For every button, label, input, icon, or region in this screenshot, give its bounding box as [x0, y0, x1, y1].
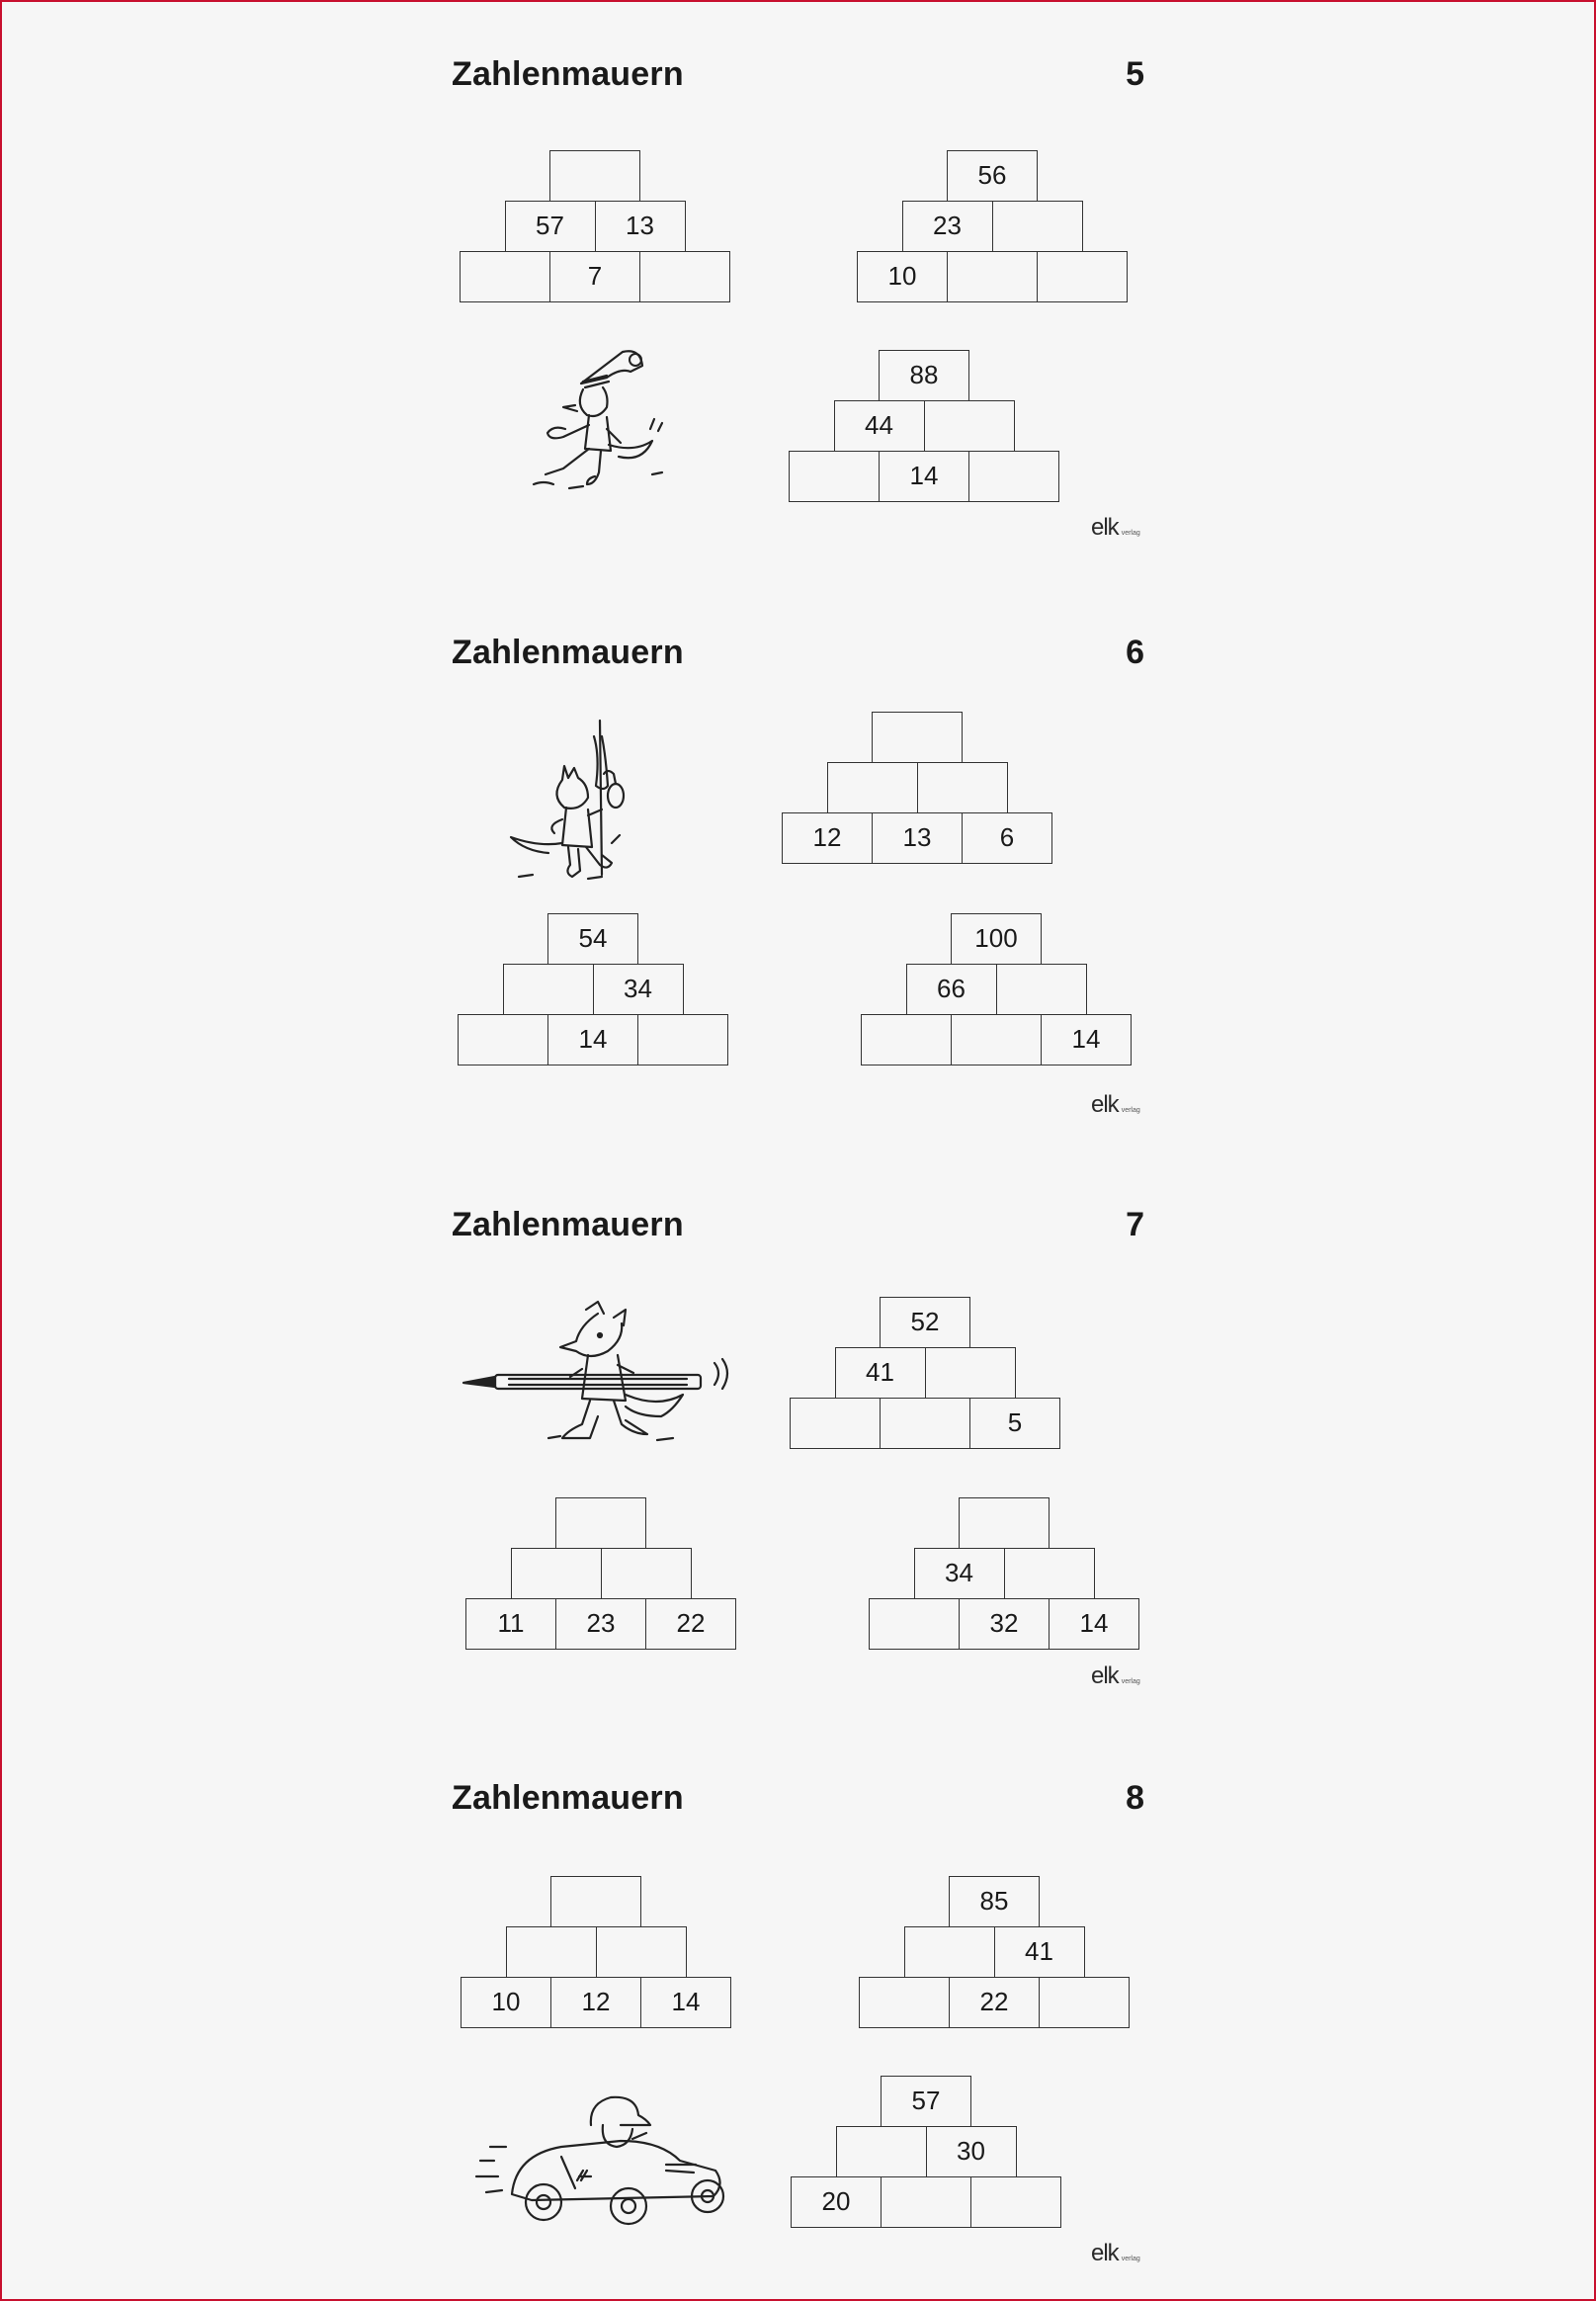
- wall-brick: 22: [949, 1977, 1040, 2028]
- wall-brick: [596, 1926, 687, 1978]
- wall-brick: 6: [962, 812, 1052, 864]
- wall-brick: [550, 1876, 641, 1927]
- section-title: Zahlenmauern: [452, 1779, 684, 1817]
- wall-brick: 44: [834, 400, 925, 452]
- wall-brick: 41: [994, 1926, 1085, 1978]
- wall-brick: [904, 1926, 995, 1978]
- wall-brick: 56: [947, 150, 1038, 202]
- wall-brick: 12: [550, 1977, 641, 2028]
- wall-brick: 54: [547, 913, 638, 965]
- wall-brick: 20: [791, 2176, 882, 2228]
- publisher-logo: elk verlag: [1091, 2240, 1140, 2266]
- wall-brick: 85: [949, 1876, 1040, 1927]
- wall-brick: [859, 1977, 950, 2028]
- wall-brick: 34: [914, 1548, 1005, 1599]
- section-number: 5: [1126, 55, 1144, 93]
- wall-brick: [506, 1926, 597, 1978]
- wall-brick: 66: [906, 964, 997, 1015]
- wall-brick: 22: [645, 1598, 736, 1650]
- wall-brick: [970, 2176, 1061, 2228]
- wall-brick: 88: [879, 350, 969, 401]
- wall-brick: 23: [902, 201, 993, 252]
- number-wall: [791, 2076, 1062, 2229]
- section-number: 7: [1126, 1206, 1144, 1243]
- number-wall: [461, 1876, 732, 2029]
- wall-brick: 52: [880, 1297, 970, 1348]
- wall-brick: 5: [969, 1398, 1060, 1449]
- number-wall: [859, 1876, 1131, 2029]
- wall-brick: 10: [461, 1977, 551, 2028]
- section-title: Zahlenmauern: [452, 1206, 684, 1243]
- wall-brick: 100: [951, 913, 1042, 965]
- wall-brick: 13: [595, 201, 686, 252]
- publisher-logo: elk verlag: [1091, 1662, 1140, 1689]
- publisher-logo: elk verlag: [1091, 1091, 1140, 1118]
- wall-brick: 14: [640, 1977, 731, 2028]
- section-number: 6: [1126, 634, 1144, 671]
- wall-brick: 23: [555, 1598, 646, 1650]
- wall-brick: 57: [505, 201, 596, 252]
- wall-brick: 14: [547, 1014, 638, 1065]
- wall-brick: 11: [465, 1598, 556, 1650]
- wall-brick: 14: [1049, 1598, 1139, 1650]
- fox-in-race-car-icon: [472, 2086, 739, 2234]
- section-title: Zahlenmauern: [452, 55, 684, 93]
- wall-brick: 41: [835, 1347, 926, 1399]
- wall-brick: 14: [1041, 1014, 1132, 1065]
- wall-brick: 10: [857, 251, 948, 302]
- wall-brick: 32: [959, 1598, 1050, 1650]
- wall-brick: 13: [872, 812, 963, 864]
- wall-brick: 12: [782, 812, 873, 864]
- publisher-logo: elk verlag: [1091, 514, 1140, 541]
- wall-brick: 30: [926, 2126, 1017, 2177]
- wall-brick: 34: [593, 964, 684, 1015]
- section-number: 8: [1126, 1779, 1144, 1817]
- wall-brick: 57: [881, 2076, 971, 2127]
- wall-brick: [881, 2176, 971, 2228]
- wall-brick: 14: [879, 451, 969, 502]
- section-title: Zahlenmauern: [452, 634, 684, 671]
- wall-brick: [836, 2126, 927, 2177]
- wall-brick: [1039, 1977, 1130, 2028]
- wall-brick: 7: [549, 251, 640, 302]
